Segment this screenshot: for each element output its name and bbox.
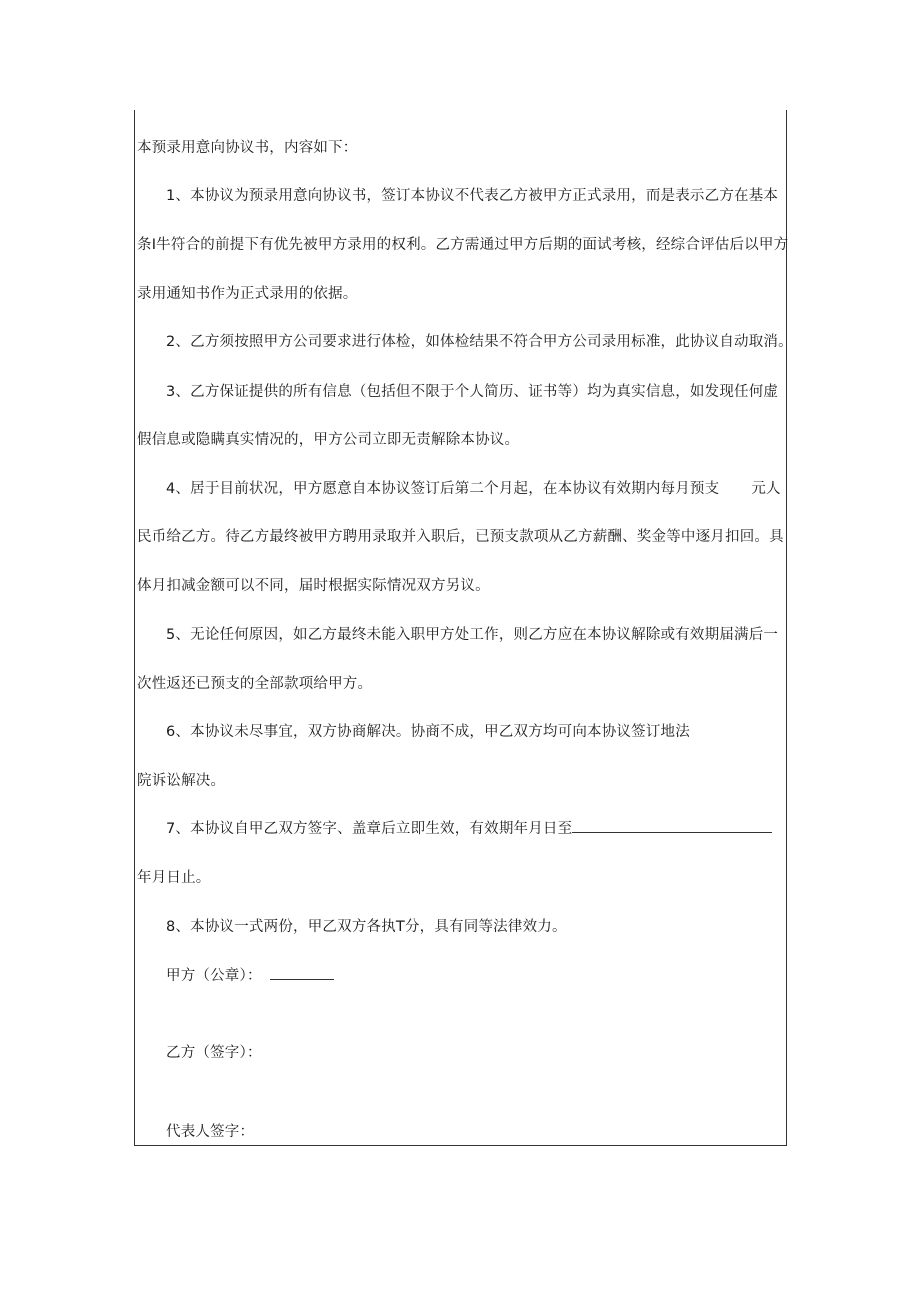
clause-1-line-2: 条I牛符合的前提下有优先被甲方录用的权利。乙方需通过甲方后期的面试考核，经综合评估后以甲方 <box>137 237 789 253</box>
clause-1-line-3: 录用通知书作为正式录用的依据。 <box>137 286 358 302</box>
party-a-label: 甲方（公章）： <box>166 968 262 984</box>
clause-5-line-2: 次性返还已预支的全部款项给甲方。 <box>137 676 373 692</box>
clause-7-text-a: 7、本协议自甲乙双方签字、盖章后立即生效，有效期年月日至 <box>166 821 573 837</box>
intro-line: 本预录用意向协议书，内容如下： <box>137 140 358 156</box>
clause-7-date-blank <box>572 818 772 833</box>
clause-2: 2、乙方须按照甲方公司要求进行体检，如体检结果不符合甲方公司录用标准，此协议自动取消。 <box>166 334 793 350</box>
clause-4-text-b: 元人 <box>751 481 781 497</box>
clause-8: 8、本协议一式两份，甲乙双方各执T分，具有同等法律效力。 <box>166 919 567 935</box>
clause-6-line-1: 6、本协议未尽事宜，双方协商解决。协商不成，甲乙双方均可向本协议签订地法 <box>166 724 690 740</box>
party-a-line <box>166 964 334 985</box>
clause-4-text-a: 4、居于目前状况，甲方愿意自本协议签订后第二个月起，在本协议有效期内每月预支 <box>166 481 720 497</box>
clause-6-line-2: 院诉讼解决。 <box>137 773 226 789</box>
clause-4-line-2: 民币给乙方。待乙方最终被甲方聘用录取并入职后，已预支款项从乙方薪酬、奖金等中逐月扣回。具 <box>137 529 784 545</box>
party-b-label: 乙方（签字）： <box>166 1045 262 1061</box>
representative-label: 代表人签字： <box>166 1124 255 1140</box>
clause-3-line-2: 假信息或隐瞒真实情况的，甲方公司立即无责解除本协议。 <box>137 432 520 448</box>
clause-4-line-1 <box>166 477 781 498</box>
clause-7-line-2: 年月日止。 <box>137 870 211 886</box>
clause-7-line-1 <box>166 817 772 838</box>
clause-3-line-1: 3、乙方保证提供的所有信息（包括但不限于个人简历、证书等）均为真实信息，如发现任何虚 <box>166 384 779 400</box>
clause-1-line-1: 1、本协议为预录用意向协议书，签订本协议不代表乙方被甲方正式录用，而是表示乙方在基本 <box>166 188 779 204</box>
clause-4-line-3: 体月扣减金额可以不同，届时根据实际情况双方另议。 <box>137 578 490 594</box>
party-a-seal-blank <box>270 965 334 980</box>
clause-5-line-1: 5、无论任何原因，如乙方最终未能入职甲方处工作，则乙方应在本协议解除或有效期届满后一 <box>166 627 779 643</box>
